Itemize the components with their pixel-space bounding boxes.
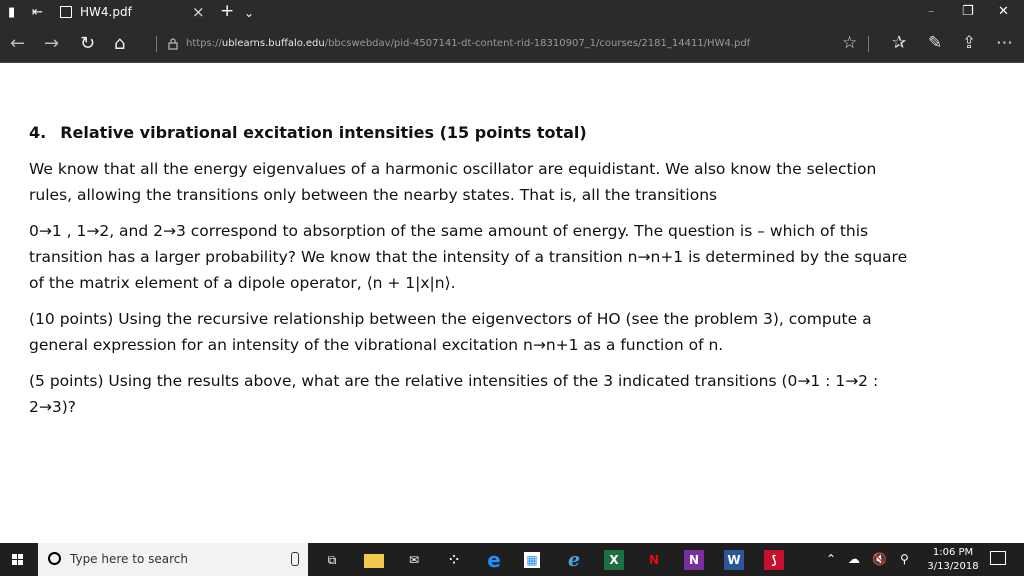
- mail-icon[interactable]: ✉: [408, 553, 420, 567]
- minimize-icon[interactable]: –: [928, 4, 935, 19]
- refresh-icon[interactable]: ↻: [80, 33, 96, 54]
- back-arrow-icon[interactable]: ←: [10, 33, 26, 54]
- restore-icon[interactable]: ❐: [962, 4, 974, 19]
- favorites-icon[interactable]: ✰: [892, 33, 907, 53]
- tab-list-icon[interactable]: ▮: [8, 5, 16, 20]
- network-icon[interactable]: ⚲: [900, 552, 909, 566]
- url-host: ublearns.buffalo.edu: [221, 38, 325, 49]
- notification-center-icon[interactable]: [990, 551, 1006, 565]
- share-icon[interactable]: ⇪: [962, 33, 977, 53]
- clock-time: 1:06 PM: [932, 547, 974, 558]
- show-hidden-icons-icon[interactable]: ⌃: [826, 552, 837, 566]
- paragraph-question: 0→1 , 1→2, and 2→3 correspond to absorption of the same amount of energy. The question is – which of this transition has a larger probability? We know that the intensity of a transition n→n+1 is determined by the square of the matrix element of a dipole operator, ⟨n + 1|x|n⟩.: [29, 222, 908, 292]
- heading-number: 4.: [29, 123, 47, 142]
- forward-arrow-icon[interactable]: →: [44, 33, 60, 54]
- pdf-page: [0, 63, 1024, 543]
- paragraph-part-a: (10 points) Using the recursive relationship between the eigenvectors of HO (see the problem 3), compute a general expression for an intensity of the vibrational excitation n→n+1 as a function of n.: [29, 310, 872, 354]
- clock-date: 3/13/2018: [927, 561, 979, 572]
- start-button[interactable]: [0, 543, 38, 576]
- excel-icon[interactable]: X: [604, 550, 624, 570]
- home-icon[interactable]: ⌂: [114, 33, 126, 54]
- netflix-icon[interactable]: N: [648, 553, 660, 567]
- tab-title: HW4.pdf: [80, 5, 132, 19]
- store-icon[interactable]: ▦: [524, 552, 540, 568]
- plus-icon[interactable]: +: [220, 1, 235, 21]
- address-bar: [0, 26, 1024, 63]
- microphone-icon[interactable]: [291, 552, 299, 566]
- onedrive-icon[interactable]: ☁: [848, 552, 860, 566]
- volume-muted-icon[interactable]: 🔇: [872, 552, 887, 566]
- paragraph-part-b: (5 points) Using the results above, what are the relative intensities of the 3 indicated transitions (0→1 : 1→2 : 2→3)?: [29, 372, 879, 416]
- close-window-icon[interactable]: ✕: [998, 4, 1009, 19]
- internet-explorer-icon[interactable]: ℯ: [567, 549, 581, 571]
- task-view-icon[interactable]: ⧉: [327, 553, 337, 567]
- tab-hw4[interactable]: [56, 0, 212, 26]
- system-clock[interactable]: [924, 546, 982, 574]
- chevron-down-icon[interactable]: ⌄: [244, 6, 255, 20]
- search-placeholder: Type here to search: [70, 552, 188, 566]
- pen-icon[interactable]: ✎: [928, 33, 943, 53]
- lock-icon: [168, 38, 178, 50]
- star-icon[interactable]: ☆: [842, 33, 858, 53]
- taskbar-search[interactable]: [38, 543, 308, 576]
- people-icon[interactable]: ⁘: [448, 553, 460, 567]
- paragraph-intro: We know that all the energy eigenvalues of a harmonic oscillator are equidistant. We also know the selection rules, allowing the transitions only between the nearby states. That is, all the transitions: [29, 160, 877, 204]
- cortana-icon: [48, 552, 61, 565]
- document-icon: [60, 6, 72, 18]
- browser-title-bar: [0, 0, 1024, 26]
- onenote-icon[interactable]: N: [684, 550, 704, 570]
- separator: [156, 36, 157, 52]
- url-path: /bbcswebdav/pid-4507141-dt-content-rid-18310907_1/courses/2181_14411/HW4.pdf: [324, 38, 751, 49]
- windows-logo-icon: [12, 554, 24, 566]
- more-icon[interactable]: ⋯: [996, 33, 1013, 53]
- problem-heading: [29, 123, 909, 142]
- heading-text: Relative vibrational excitation intensities (15 points total): [60, 123, 587, 142]
- url-scheme: https://: [186, 38, 222, 49]
- word-icon[interactable]: W: [724, 550, 744, 570]
- close-icon[interactable]: ×: [192, 3, 205, 21]
- url-field[interactable]: [186, 38, 750, 49]
- acrobat-icon[interactable]: ⟆: [764, 550, 784, 570]
- problem-content: [29, 123, 909, 430]
- back-tabs-icon[interactable]: ⇤: [32, 5, 43, 20]
- taskbar: [0, 543, 1024, 576]
- file-explorer-icon[interactable]: [364, 554, 384, 568]
- edge-icon[interactable]: e: [487, 548, 501, 572]
- separator: [868, 36, 869, 52]
